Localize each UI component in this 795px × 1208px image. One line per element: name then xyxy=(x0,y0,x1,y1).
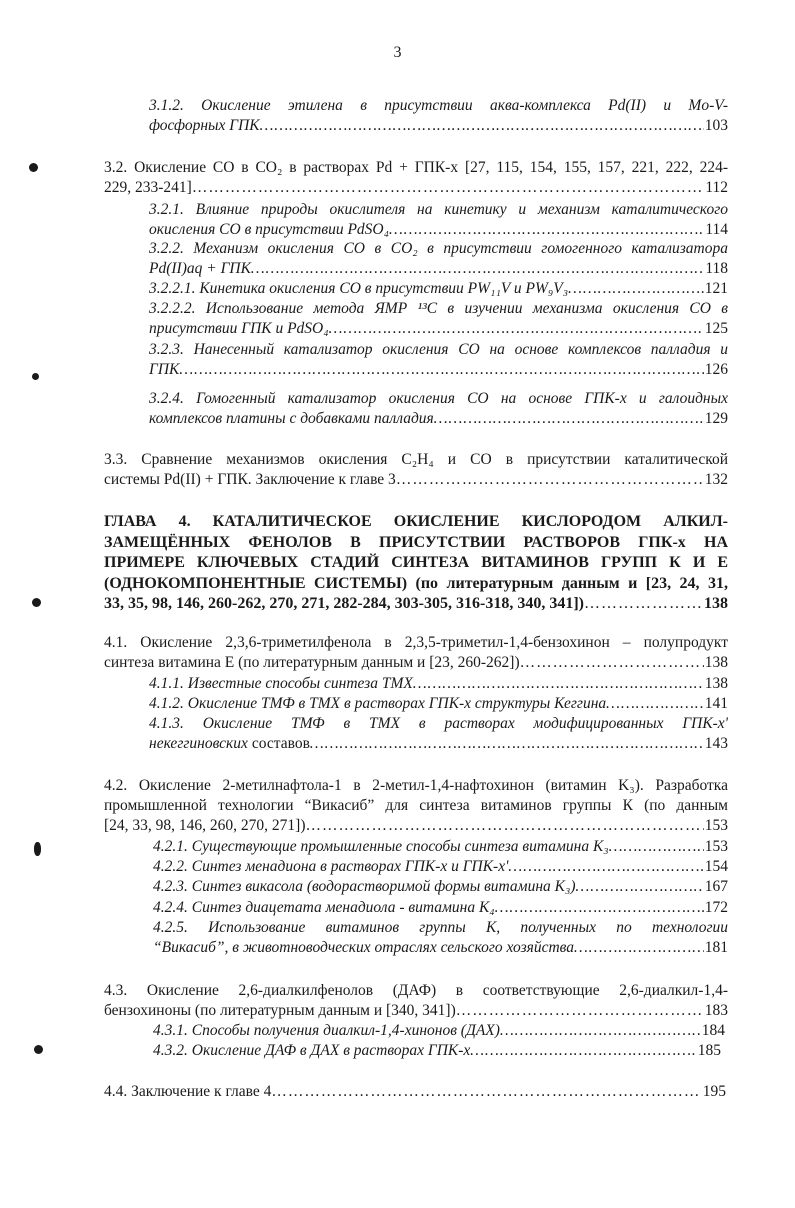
margin-bullet xyxy=(34,842,41,856)
toc-entry-text: 4.2.3. Синтез викасола (водорастворимой формы витамина K₃) xyxy=(153,878,576,895)
toc-entry-text: 4.4. Заключение к главе 4 xyxy=(104,1083,272,1100)
toc-entry-4-1 xyxy=(104,633,728,673)
toc-page-number: 112 xyxy=(705,179,728,196)
toc-entry-text: синтеза витамина Е (по литературным данным и [23, 260-262]) xyxy=(104,654,520,671)
toc-page-number: 184 xyxy=(701,1022,725,1039)
margin-bullet xyxy=(32,598,41,607)
toc-entry-text: 4.2.4. Синтез диацетата менадиола - витамина K₄ xyxy=(153,899,495,916)
toc-entry-text: 4.1.1. Известные способы синтеза ТМХ xyxy=(149,675,413,692)
chapter-heading-text: ПРИМЕРЕ КЛЮЧЕВЫХ СТАДИЙ СИНТЕЗА ВИТАМИНОВ ГРУПП К И Е xyxy=(104,554,728,571)
toc-page-number: 167 xyxy=(704,878,728,895)
toc-entry-4-1-2 xyxy=(149,694,728,714)
toc-page-number: 141 xyxy=(704,695,728,712)
toc-entry-3-2-1 xyxy=(149,200,728,240)
toc-entry-text: фосфорных ГПК xyxy=(149,117,260,134)
toc-entry-text: 3.2.2.2. Использование метода ЯМР ¹³C в изучении механизма окисления CO в xyxy=(149,300,728,317)
toc-entry-4-3-2 xyxy=(153,1041,721,1061)
toc-page-number: 132 xyxy=(704,471,728,488)
toc-entry-text: 4.2.2. Синтез менадиона в растворах ГПК-x и ГПК-x' xyxy=(153,858,509,875)
margin-bullet xyxy=(34,1045,43,1054)
toc-entry-text: [24, 33, 98, 146, 260, 270, 271]) xyxy=(104,817,306,834)
toc-entry-text: системы Pd(II) + ГПК. Заключение к главе 3 xyxy=(104,471,396,488)
toc-page-number: 185 xyxy=(697,1042,721,1059)
page-number: 3 xyxy=(393,44,402,61)
toc-page-number: 126 xyxy=(704,361,728,378)
toc-entry-4-4 xyxy=(104,1082,726,1102)
toc-entry-3-2-2-1 xyxy=(149,279,728,299)
toc-page-number: 118 xyxy=(705,260,728,277)
toc-entry-text: 3.2.2.1. Кинетика окисления CO в присутствии PW₁₁V и PW₉V₃ xyxy=(149,280,569,297)
toc-entry-3-3 xyxy=(104,450,728,490)
toc-page-number: 153 xyxy=(704,817,728,834)
toc-entry-3-2-4 xyxy=(149,389,728,429)
toc-entry-text: 4.2.5. Использование витаминов группы К, полученных по технологии xyxy=(153,919,728,936)
toc-page-number: 183 xyxy=(704,1002,728,1019)
toc-page-number: 181 xyxy=(704,939,728,956)
toc-entry-text: 229, 233-241] xyxy=(104,179,192,196)
toc-entry-4-2 xyxy=(104,776,728,836)
margin-bullet xyxy=(29,163,38,172)
toc-entry-4-2-1 xyxy=(153,837,728,857)
toc-entry-text: бензохиноны (по литературным данным и [340, 341]) xyxy=(104,1002,456,1019)
toc-entry-text: ГПК xyxy=(149,361,180,378)
toc-entry-text: составов xyxy=(251,735,310,752)
toc-entry-3-2-2 xyxy=(149,239,728,279)
chapter-4-heading xyxy=(104,512,728,615)
toc-entry-3-2-2-2 xyxy=(149,299,728,339)
toc-entry-text: 3.1.2. Окисление этилена в присутствии аква-комплекса Pd(II) и Mo-V- xyxy=(149,97,728,114)
toc-entry-text: 3.2.4. Гомогенный катализатор окисления CO на основе ГПК-x и галоидных xyxy=(149,390,728,407)
toc-entry-text: некеггиновских xyxy=(149,735,248,752)
toc-page-number: 143 xyxy=(704,735,728,752)
toc-entry-4-2-3 xyxy=(153,877,728,897)
toc-entry-4-3 xyxy=(104,981,728,1021)
toc-page-number: 121 xyxy=(704,280,728,297)
toc-entry-text: 4.3. Окисление 2,6-диалкилфенолов (ДАФ) в соответствующие 2,6-диалкил-1,4- xyxy=(104,982,728,999)
chapter-heading-text: 33, 35, 98, 146, 260-262, 270, 271, 282-284, 303-305, 316-318, 340, 341]) xyxy=(104,595,584,612)
toc-entry-3-1-2 xyxy=(149,96,728,136)
toc-entry-text: 4.3.2. Окисление ДАФ в ДАХ в растворах ГПК-x xyxy=(153,1042,471,1059)
toc-page-number: 138 xyxy=(704,595,728,612)
toc-entry-text: 4.2. Окисление 2-метилнафтола-1 в 2-метил-1,4-нафтохинон (витамин K₃). Разработка xyxy=(104,777,728,794)
toc-entry-text: присутствии ГПК и PdSO₄ xyxy=(149,320,329,337)
toc-entry-text: окисления CO в присутствии PdSO₄ xyxy=(149,221,390,238)
toc-entry-text: 3.2.1. Влияние природы окислителя на кинетику и механизм каталитического xyxy=(149,201,728,218)
chapter-heading-text: ЗАМЕЩЁННЫХ ФЕНОЛОВ В ПРИСУТСТВИИ РАСТВОРОВ ГПК-x НА xyxy=(104,533,728,551)
toc-page-number: 153 xyxy=(704,838,728,855)
toc-entry-text: комплексов платины с добавками палладия xyxy=(149,410,434,427)
toc-page-number: 103 xyxy=(704,117,728,134)
toc-entry-text: 3.2. Окисление CO в CO₂ в растворах Pd + ГПК-x [27, 115, 154, 155, 157, 221, 222, 224- xyxy=(104,159,728,176)
toc-entry-4-2-4 xyxy=(153,898,728,918)
toc-entry-text: 3.2.3. Нанесенный катализатор окисления CO на основе комплексов палладия и xyxy=(149,341,728,358)
margin-bullet xyxy=(32,373,39,380)
toc-entry-4-1-1 xyxy=(149,674,728,694)
toc-entry-text: 4.1.3. Окисление ТМФ в ТМХ в растворах модифицированных ГПК-x' xyxy=(149,715,728,732)
toc-entry-text: “Викасиб”, в животноводческих отраслях сельского хозяйства xyxy=(153,939,575,956)
toc-page-number: 138 xyxy=(704,654,728,671)
chapter-heading-text: ГЛАВА 4. КАТАЛИТИЧЕСКОЕ ОКИСЛЕНИЕ КИСЛОРОДОМ АЛКИЛ- xyxy=(104,513,728,530)
toc-entry-text: 4.3.1. Способы получения диалкил-1,4-хинонов (ДАХ) xyxy=(153,1022,500,1039)
toc-page-number: 114 xyxy=(705,221,728,238)
toc-page-number: 172 xyxy=(704,899,728,916)
toc-entry-text: 4.1.2. Окисление ТМФ в ТМХ в растворах ГПК-x структуры Кеггина xyxy=(149,695,607,712)
toc-entry-4-3-1 xyxy=(153,1021,725,1041)
toc-entry-text: Pd(II)aq + ГПК xyxy=(149,260,251,277)
toc-entry-4-2-2 xyxy=(153,857,728,877)
toc-entry-4-1-3 xyxy=(149,714,728,754)
toc-entry-text: 3.3. Сравнение механизмов окисления C₂H₄ и CO в присутствии каталитической xyxy=(104,451,728,468)
toc-entry-3-2 xyxy=(104,158,728,198)
toc-entry-text: 4.1. Окисление 2,3,6-триметилфенола в 2,3,5-триметил-1,4-бензохинон – полупродукт xyxy=(104,634,728,651)
toc-entry-text: 3.2.2. Механизм окисления CO в CO₂ в присутствии гомогенного катализатора xyxy=(149,240,728,257)
toc-page-number: 125 xyxy=(704,320,728,337)
toc-entry-text: 4.2.1. Существующие промышленные способы синтеза витамина K₃ xyxy=(153,838,609,855)
toc-page-number: 129 xyxy=(704,410,728,427)
toc-entry-text: промышленной технологии “Викасиб” для синтеза витаминов группы К (по данным xyxy=(104,797,728,814)
toc-entry-3-2-3 xyxy=(149,340,728,380)
chapter-heading-text: (ОДНОКОМПОНЕНТНЫЕ СИСТЕМЫ) (по литературным данным и [23, 24, 31, xyxy=(104,574,728,592)
toc-page-number: 138 xyxy=(704,675,728,692)
toc-page-number: 154 xyxy=(704,858,728,875)
toc-page-number: 195 xyxy=(702,1083,726,1100)
toc-entry-4-2-5 xyxy=(153,918,728,958)
